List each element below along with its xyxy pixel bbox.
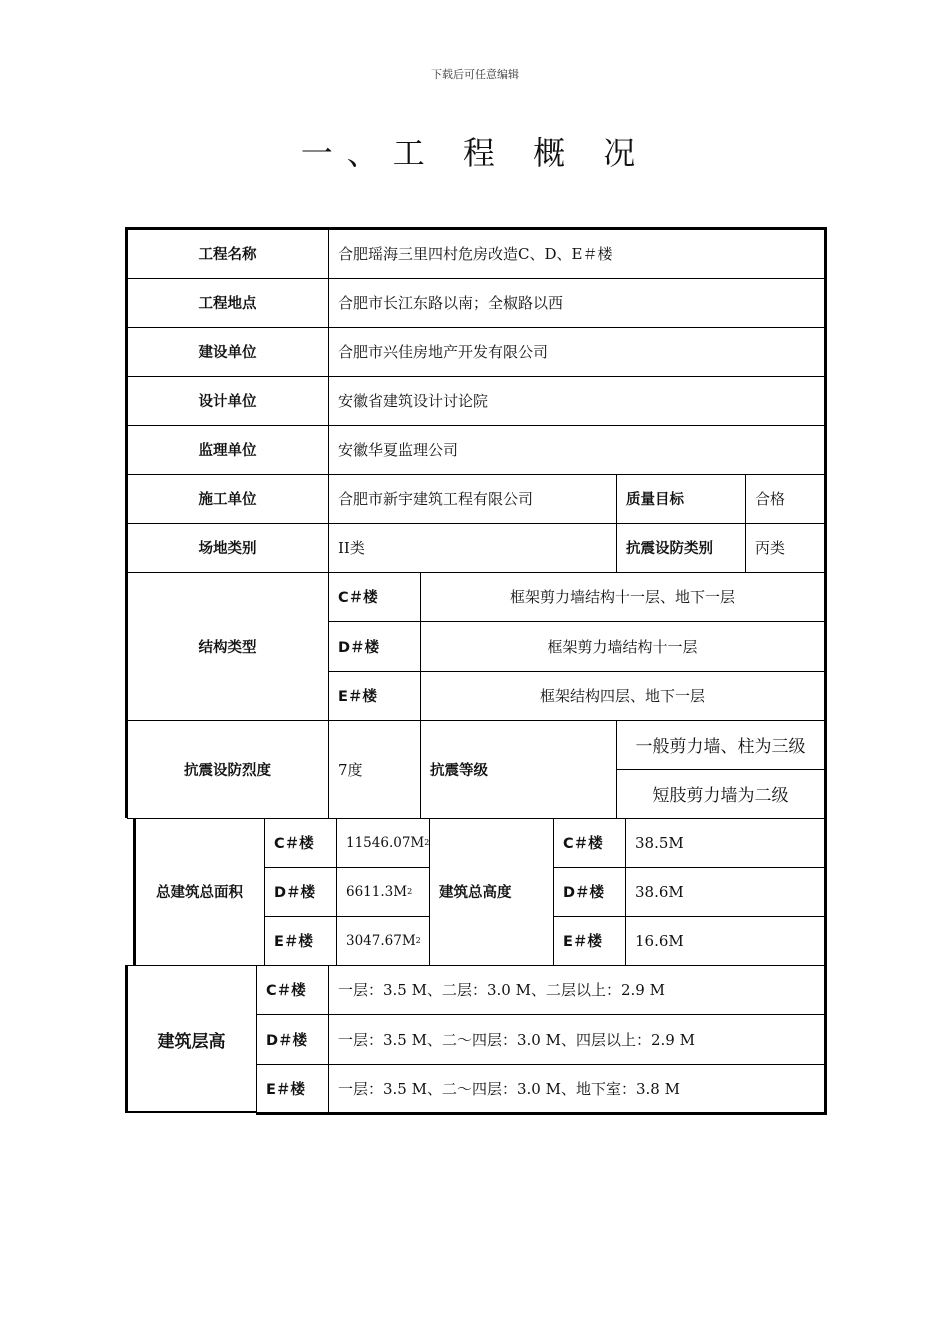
total-area-label: 总建筑总面积 (156, 885, 243, 901)
area-value-d: 6611.3 M 2 (346, 883, 413, 900)
height-value-d: 38.6M (635, 882, 684, 901)
area-value-c: 11546.07 M 2 (346, 834, 429, 851)
structure-desc-d: 框架剪力墙结构十一层 (547, 637, 698, 656)
floor-building-d: D＃楼 (266, 1032, 308, 1049)
supervisor-value: 安徽华夏监理公司 (338, 441, 459, 459)
floor-desc-c: 一层：3.5 M、二层：3.0 M、二层以上：2.9 M (338, 981, 665, 999)
designer-value: 安徽省建筑设计讨论院 (338, 392, 489, 410)
seismic-class-label: 抗震设防类别 (626, 541, 713, 557)
seismic-grade-label: 抗震等级 (430, 762, 488, 779)
builder-value: 合肥市兴佳房地产开发有限公司 (338, 343, 549, 361)
seismic-grade-2: 短肢剪力墙为二级 (652, 786, 789, 806)
page-title: 一、工 程 概 况 (300, 134, 650, 172)
designer-label: 设计单位 (198, 394, 257, 410)
area-building-e: E＃楼 (274, 934, 313, 950)
seismic-intensity-value: 7度 (338, 760, 363, 779)
seismic-grade-1: 一般剪力墙、柱为三级 (635, 737, 806, 757)
area-building-d: D＃楼 (274, 885, 316, 901)
project-location-value: 合肥市长江东路以南；全椒路以西 (338, 294, 564, 312)
structure-desc-c: 框架剪力墙结构十一层、地下一层 (509, 588, 735, 606)
floor-desc-e: 一层：3.5 M、二～四层：3.0 M、地下室：3.8 M (338, 1080, 680, 1098)
site-class-value: II类 (338, 539, 365, 557)
area-building-c: C＃楼 (274, 836, 314, 852)
height-value-c: 38.5M (635, 833, 684, 852)
contractor-label: 施工单位 (198, 492, 257, 508)
structure-building-e: E＃楼 (338, 689, 377, 705)
height-value-e: 16.6M (635, 931, 684, 950)
structure-building-d: D＃楼 (338, 639, 380, 656)
project-name-label: 工程名称 (198, 247, 257, 263)
seismic-class-value: 丙类 (755, 539, 786, 557)
contractor-value: 合肥市新宇建筑工程有限公司 (338, 490, 534, 508)
quality-target-value: 合格 (755, 490, 786, 508)
height-building-d: D＃楼 (563, 885, 605, 901)
header-note: 下载后可任意编辑 (431, 68, 519, 81)
structure-desc-e: 框架结构四层、地下一层 (539, 687, 705, 705)
area-value-e: 3047.67 M 2 (346, 932, 421, 949)
height-building-c: C＃楼 (563, 836, 603, 852)
supervisor-label: 监理单位 (198, 443, 257, 459)
site-class-label: 场地类别 (198, 541, 257, 557)
seismic-intensity-label: 抗震设防烈度 (184, 762, 271, 779)
project-location-label: 工程地点 (198, 296, 257, 312)
floor-building-c: C＃楼 (266, 983, 306, 999)
structure-building-c: C＃楼 (338, 590, 378, 606)
height-building-e: E＃楼 (563, 934, 602, 950)
builder-label: 建设单位 (198, 345, 257, 361)
floor-desc-d: 一层：3.5 M、二～四层：3.0 M、四层以上：2.9 M (338, 1030, 695, 1049)
structure-type-label: 结构类型 (198, 639, 257, 656)
quality-target-label: 质量目标 (626, 492, 684, 508)
project-name-value: 合肥瑶海三里四村危房改造C、D、E＃楼 (338, 245, 613, 263)
floor-building-e: E＃楼 (266, 1082, 305, 1098)
floor-height-label: 建筑层高 (157, 1031, 226, 1052)
total-height-label: 建筑总高度 (439, 885, 512, 901)
